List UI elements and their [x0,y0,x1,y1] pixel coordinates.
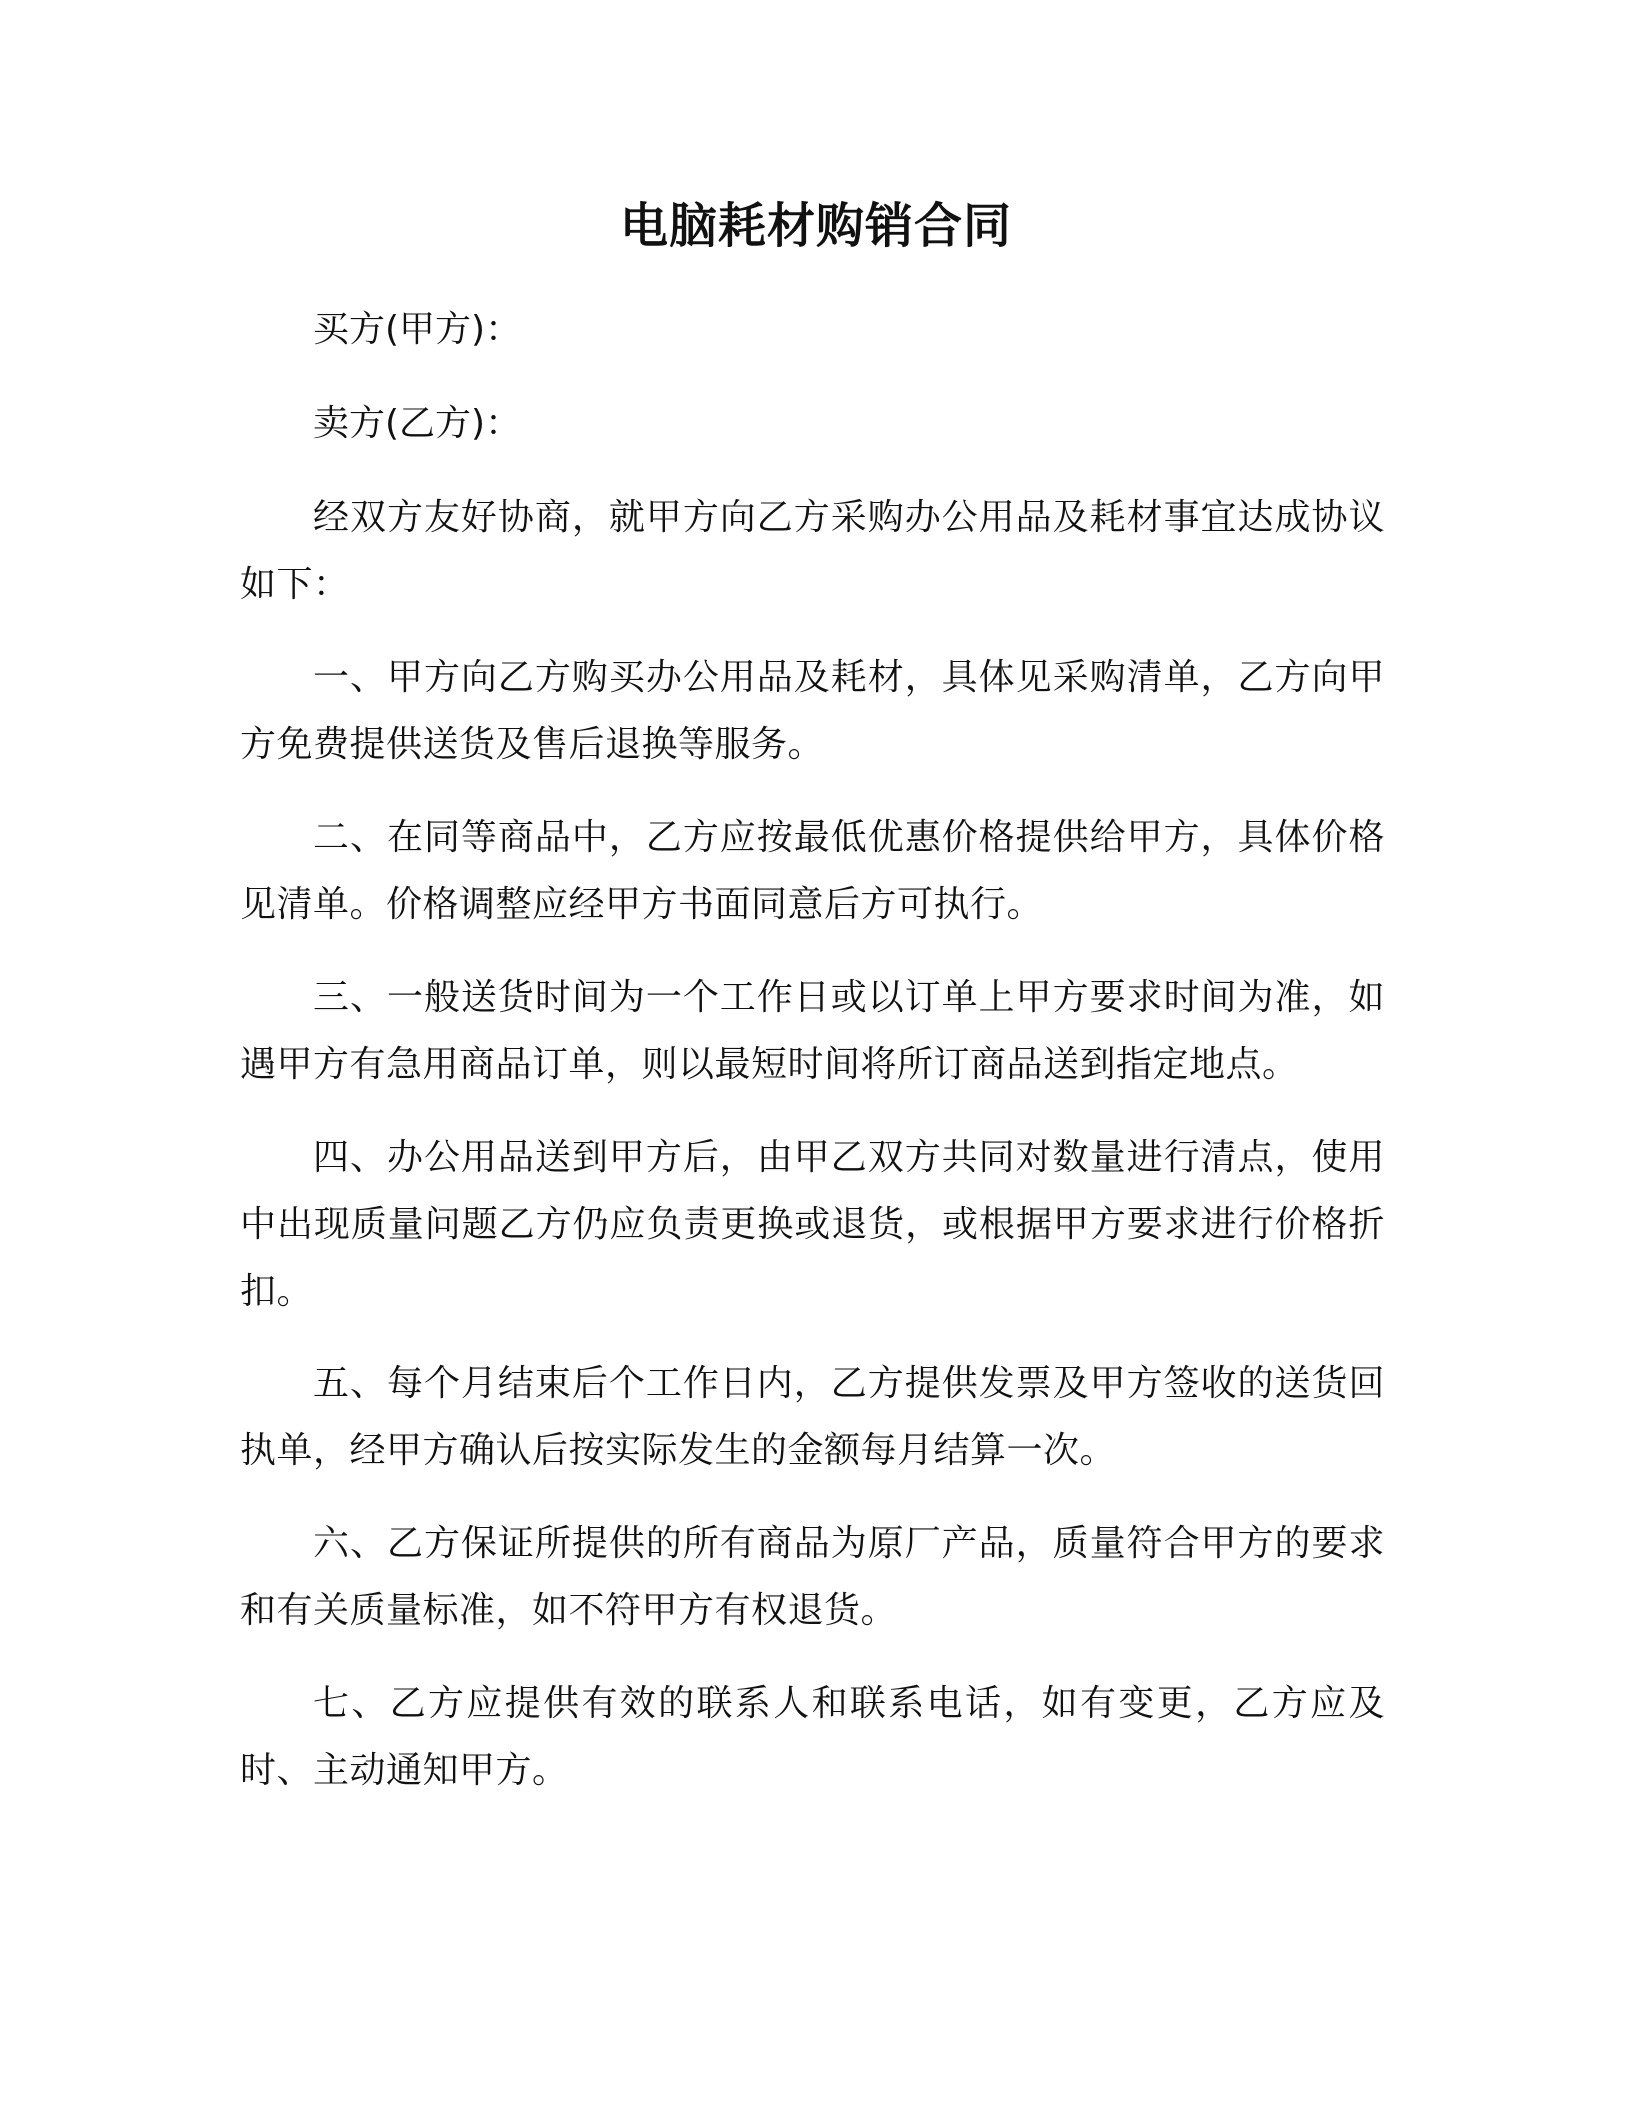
seller-label: 卖方(乙方)： [313,403,522,444]
buyer-label: 买方(甲方)： [313,309,522,350]
document-title: 电脑耗材购销合同 [619,198,1012,254]
clause-7: 七、乙方应提供有效的联系人和联系电话，如有变更，乙方应及时、主动通知甲方。 [240,1683,1385,1791]
clause-3: 三、一般送货时间为一个工作日或以订单上甲方要求时间为准，如遇甲方有急用商品订单，则以最短时间将所订商品送到指定地点。 [240,977,1385,1085]
clause-4: 四、办公用品送到甲方后，由甲乙双方共同对数量进行清点，使用中出现质量问题乙方仍应负责更换或退货，或根据甲方要求进行价格折扣。 [240,1137,1385,1312]
clause-2: 二、在同等商品中，乙方应按最低优惠价格提供给甲方，具体价格见清单。价格调整应经甲方书面同意后方可执行。 [240,817,1385,925]
clause-5: 五、每个月结束后个工作日内，乙方提供发票及甲方签收的送货回执单，经甲方确认后按实际发生的金额每月结算一次。 [240,1363,1385,1471]
intro-paragraph: 经双方友好协商，就甲方向乙方采购办公用品及耗材事宜达成协议如下： [240,497,1385,605]
clause-6: 六、乙方保证所提供的所有商品为原厂产品，质量符合甲方的要求和有关质量标准，如不符甲方有权退货。 [240,1523,1385,1631]
clause-1: 一、甲方向乙方购买办公用品及耗材，具体见采购清单，乙方向甲方免费提供送货及售后退换等服务。 [240,657,1385,765]
